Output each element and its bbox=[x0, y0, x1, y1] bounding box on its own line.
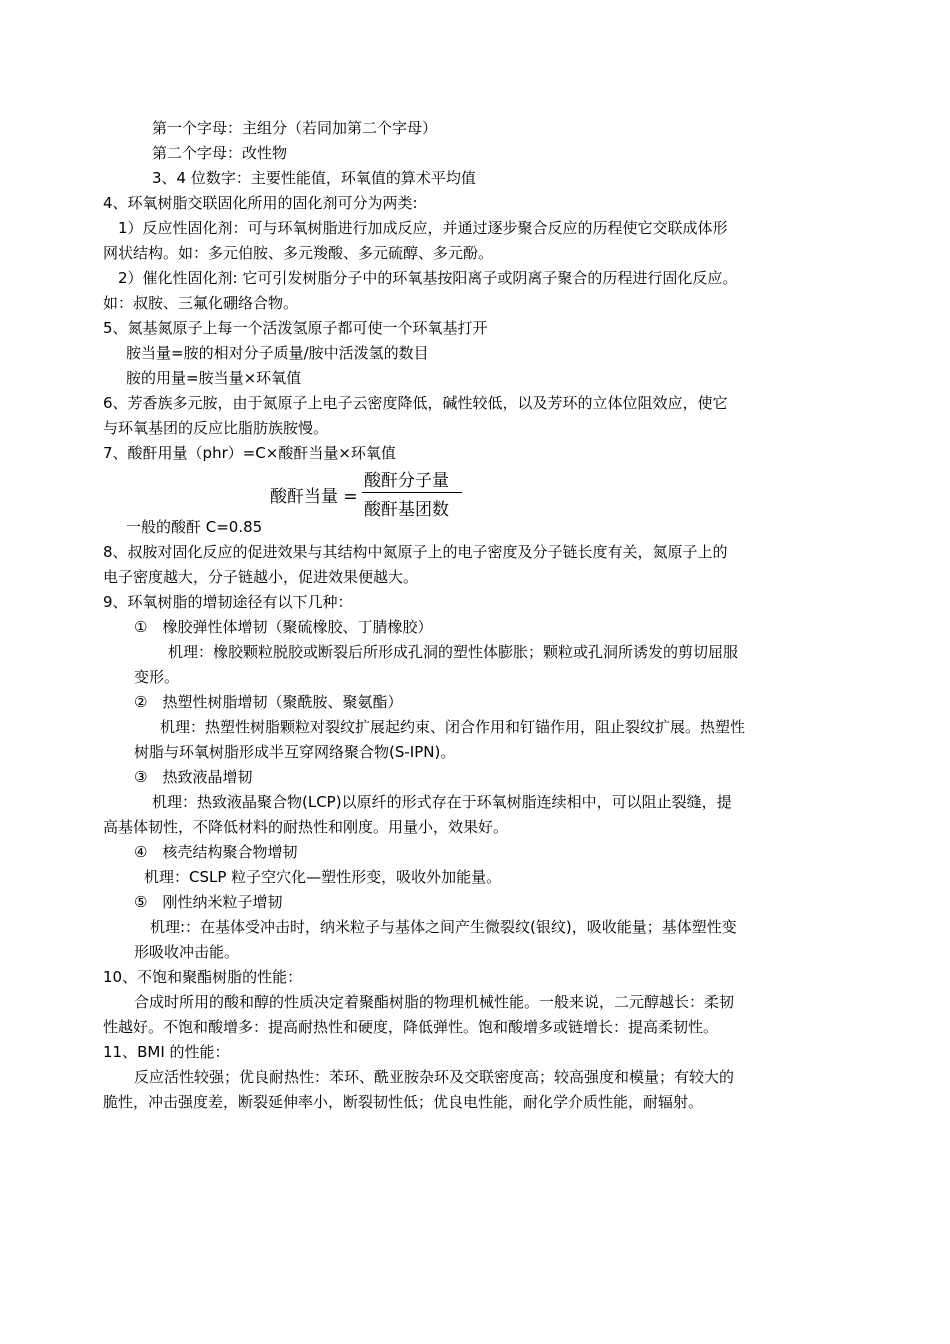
text-line: 机理:：在基体受冲击时，纳米粒子与基体之间产生微裂纹(银纹)，吸收能量；基体塑性变 bbox=[150, 918, 737, 936]
text-line: 高基体韧性，不降低材料的耐热性和刚度。用量小，效果好。 bbox=[103, 818, 509, 836]
section-heading: 8、叔胺对固化反应的促进效果与其结构中氮原子上的电子密度及分子链长度有关，氮原子上的 bbox=[103, 543, 728, 561]
list-item: ④ 核壳结构聚合物增韧 bbox=[134, 843, 298, 861]
text-line: 机理：CSLP 粒子空穴化—塑性形变，吸收外加能量。 bbox=[144, 868, 502, 886]
formula-denominator: 酸酐基团数 bbox=[364, 500, 449, 520]
text-line: 电子密度越大，分子链越小，促进效果便越大。 bbox=[103, 568, 419, 586]
text-line: 1）反应性固化剂：可与环氧树脂进行加成反应，并通过逐步聚合反应的历程使它交联成体形 bbox=[118, 219, 728, 237]
section-heading: 6、芳香族多元胺，由于氮原子上电子云密度降低，碱性较低，以及芳环的立体位阻效应，使它 bbox=[103, 394, 728, 412]
fraction-bar bbox=[362, 492, 462, 493]
section-heading: 10、不饱和聚酯树脂的性能： bbox=[103, 968, 303, 986]
list-item: ⑤ 刚性纳米粒子增韧 bbox=[134, 893, 283, 911]
text-line: 第二个字母：改性物 bbox=[152, 144, 288, 162]
text-line: 树脂与环氧树脂形成半互穿网络聚合物(S-IPN)。 bbox=[134, 743, 456, 761]
text-line: 一般的酸酐 C=0.85 bbox=[126, 518, 263, 536]
text-line: 胺的用量=胺当量×环氧值 bbox=[126, 369, 302, 387]
list-item: ① 橡胶弹性体增韧（聚硫橡胶、丁腈橡胶） bbox=[134, 618, 433, 636]
text-line: 反应活性较强；优良耐热性：苯环、酰亚胺杂环及交联密度高；较高强度和模量；有较大的 bbox=[134, 1068, 735, 1086]
list-item: ③ 热致液晶增韧 bbox=[134, 768, 253, 786]
text-line: 2）催化性固化剂: 它可引发树脂分子中的环氧基按阳离子或阴离子聚合的历程进行固化反应。 bbox=[118, 269, 738, 287]
formula-lhs: 酸酐当量 = bbox=[270, 487, 358, 507]
text-line: 变形。 bbox=[134, 668, 180, 686]
list-item: ② 热塑性树脂增韧（聚酰胺、聚氨酯） bbox=[134, 693, 403, 711]
text-line: 性越好。不饱和酸增多：提高耐热性和硬度，降低弹性。饱和酸增多或链增长：提高柔韧性。 bbox=[103, 1018, 719, 1036]
formula-numerator: 酸酐分子量 bbox=[364, 471, 449, 491]
text-line: 脆性，冲击强度差，断裂延伸率小，断裂韧性低；优良电性能，耐化学介质性能，耐辐射。 bbox=[103, 1093, 704, 1111]
section-heading: 5、氮基氮原子上每一个活泼氢原子都可使一个环氧基打开 bbox=[103, 319, 488, 337]
text-line: 机理：热塑性树脂颗粒对裂纹扩展起约束、闭合作用和钉锚作用，阻止裂纹扩展。热塑性 bbox=[160, 718, 746, 736]
text-line: 第一个字母：主组分（若同加第二个字母） bbox=[152, 119, 438, 137]
text-line: 机理：热致液晶聚合物(LCP)以原纤的形式存在于环氧树脂连续相中，可以阻止裂缝，提 bbox=[152, 793, 732, 811]
section-heading: 11、BMI 的性能： bbox=[103, 1043, 230, 1061]
text-line: 网状结构。如：多元伯胺、多元羧酸、多元硫醇、多元酚。 bbox=[103, 244, 494, 262]
section-heading: 9、环氧树脂的增韧途径有以下几种： bbox=[103, 593, 353, 611]
section-heading: 4、环氧树脂交联固化所用的固化剂可分为两类: bbox=[103, 194, 418, 212]
text-line: 如：叔胺、三氟化硼络合物。 bbox=[103, 294, 299, 312]
section-heading: 7、酸酐用量（phr）=C×酸酐当量×环氧值 bbox=[103, 444, 396, 462]
text-line: 胺当量=胺的相对分子质量/胺中活泼氢的数目 bbox=[126, 344, 429, 362]
text-line: 3、4 位数字：主要性能值，环氧值的算术平均值 bbox=[152, 169, 476, 187]
text-line: 机理：橡胶颗粒脱胶或断裂后所形成孔洞的塑性体膨胀；颗粒或孔洞所诱发的剪切屈服 bbox=[168, 643, 739, 661]
text-line: 与环氧基团的反应比脂肪族胺慢。 bbox=[103, 419, 329, 437]
text-line: 合成时所用的酸和醇的性质决定着聚酯树脂的物理机械性能。一般来说，二元醇越长：柔韧 bbox=[134, 993, 735, 1011]
text-line: 形吸收冲击能。 bbox=[134, 943, 240, 961]
